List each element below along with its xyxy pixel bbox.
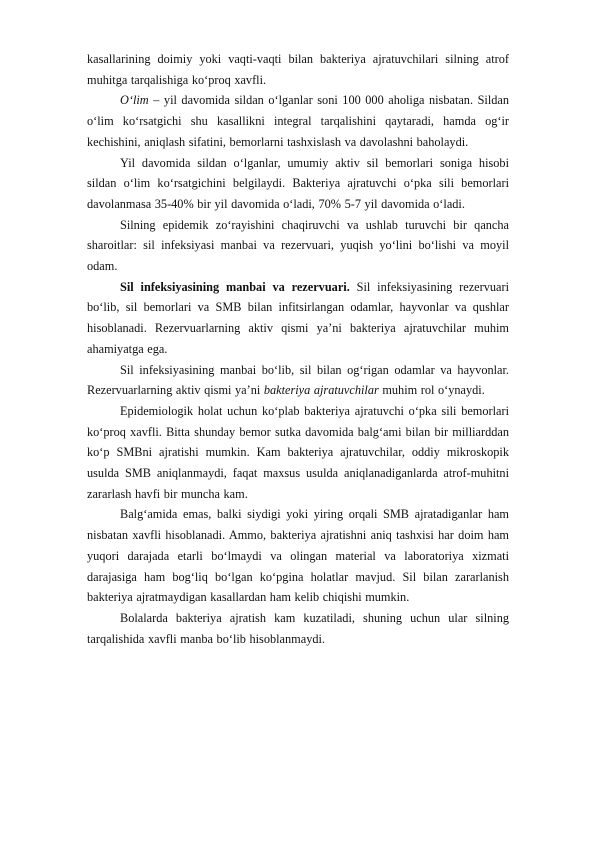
paragraph-text: Yil davomida sildan o‘lganlar, umumiy aktiv sil bemorlari soniga hisobi sildan o‘lim ko‘rsatgichini belgilaydi. Bakteriya ajratuvchi o‘pka sili bemorlari davolanmasa 35-40% bir yil davomida o‘ladi, 70% 5-7 yil davomida o‘ladi.	[87, 155, 509, 211]
paragraph-text: Sil infeksiyasining manbai bo‘lib, sil bilan og‘rigan odamlar va hayvonlar. Rezervuarlarning aktiv qismi ya’ni	[87, 362, 509, 398]
paragraph-source-reservoir	[87, 277, 509, 360]
paragraph-mortality-rate	[87, 153, 509, 215]
section-heading: Sil infeksiyasining manbai va rezervuari.	[120, 279, 350, 294]
paragraph-infection-source	[87, 360, 509, 401]
paragraph-text: kasallarining doimiy yoki vaqti-vaqti bilan bakteriya ajratuvchilari silning atrof muhitga tarqalishiga ko‘proq xavfli.	[87, 52, 509, 87]
paragraph-epidemiological-situation	[87, 401, 509, 505]
paragraph-text: Silning epidemik zo‘rayishini chaqiruvchi va ushlab turuvchi bir qancha sharoitlar: sil infeksiyasi manbai va rezervuari, yuqish yo‘lini bo‘lishi va moyil odam.	[87, 217, 509, 274]
paragraph-epidemic-conditions	[87, 215, 509, 277]
paragraph-text: Bolalarda bakteriya ajratish kam kuzatiladi, shuning uchun ular silning tarqalishida xavfli manba bo‘lib hisoblanmaydi.	[87, 610, 509, 646]
paragraph-text: Balg‘amida emas, balki siydigi yoki yiring orqali SMB ajratadiganlar ham nisbatan xavfli hisoblanadi. Ammo, bakteriya ajratishni aniq tashxisi har doim ham yuqori darajada etarli bo‘lmaydi va olingan material va laboratoriya xizmati darajasiga ham bog‘liq bo‘lgan ko‘pgina holatlar mavjud. Sil bilan zararlanish bakteriya ajratmaydigan kasallardan ham kelib chiqishi mumkin.	[87, 507, 509, 605]
document-page	[87, 49, 509, 649]
paragraph-urine-pus	[87, 504, 509, 608]
paragraph-mortality	[87, 90, 509, 152]
paragraph-children	[87, 608, 509, 649]
paragraph-text: Sil infeksiyasining rezervuari bo‘lib, sil bemorlari va SMB bilan infitsirlangan odamlar, hayvonlar va qushlar hisoblanadi. Rezervuarlarning aktiv qismi ya’ni bakteriya ajratuvchilar muhim ahamiyatga ega.	[87, 279, 509, 356]
paragraph-text: Epidemiologik holat uchun ko‘plab bakteriya ajratuvchi o‘pka sili bemorlari ko‘proq xavfli. Bitta shunday bemor sutka davomida balg‘ami bilan bir milliarddan ko‘p SMBni ajratishi mumkin. Kam bakteriya ajratuvchilar, oddiy mikroskopik usulda SMB aniqlanmaydi, faqat maxsus usulda aniqlanadiganlarda atrof-muhitni zararlash havfi bir muncha kam.	[87, 403, 509, 501]
paragraph-text: – yil davomida sildan o‘lganlar soni 100 000 aholiga nisbatan. Sildan o‘lim ko‘rsatgichi shu kasallikni integral tarqalishini qaytaradi, hamda og‘ir kechishini, aniqlash sifatini, bemorlarni tashxislash va davolashni baholaydi.	[87, 93, 509, 149]
paragraph-text: muhim rol o‘ynaydi.	[378, 383, 485, 398]
paragraph-continuation	[87, 49, 509, 90]
term-bacteria-excretors: bakteriya ajratuvchilar	[263, 383, 379, 398]
term-mortality: O‘lim	[120, 93, 149, 108]
